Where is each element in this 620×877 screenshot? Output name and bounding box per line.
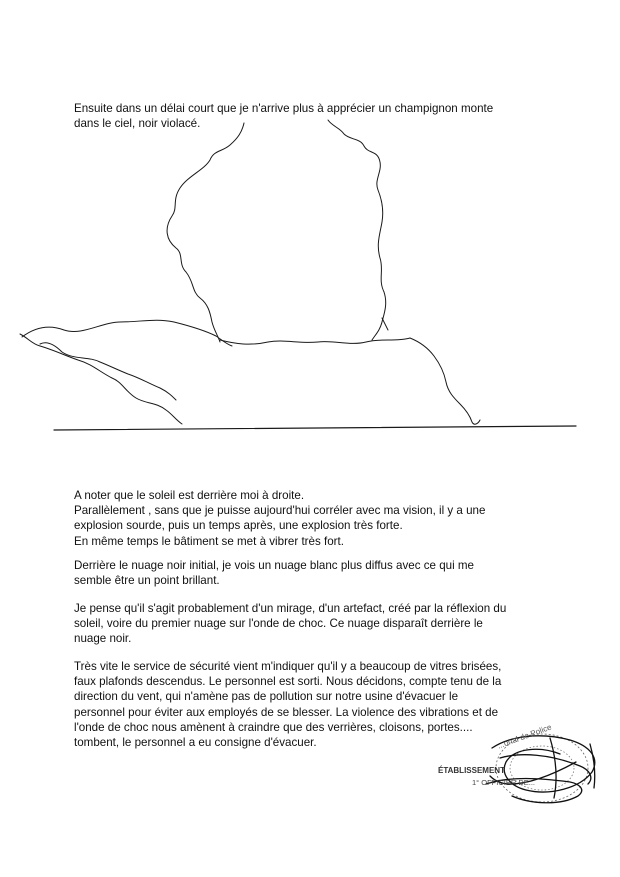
stamp-text-mid: ÉTABLISSEMENT [438, 766, 505, 775]
text-line: A noter que le soleil est derrière moi à droite. [74, 489, 305, 502]
text-line: Parallèlement , sans que je puisse aujourd'hui corréler avec ma vision, il y a une [74, 504, 486, 518]
paragraph-white-cloud [74, 558, 544, 588]
text-line: faux plafonds descendus. Le personnel est sorti. Nous décidons, compte tenu de la [74, 675, 502, 689]
cloud-right-tick [382, 318, 388, 330]
text-line: soleil, voire du premier nuage sur l'onde de choc. Ce nuage disparaît derrière le [74, 617, 483, 631]
text-line: tombent, le personnel a eu consigne d'évacuer. [74, 736, 317, 750]
text-line: direction du vent, qui n'amène pas de pollution sur notre usine d'évacuer le [74, 690, 459, 704]
cloud-left-outline [167, 123, 244, 342]
text-line: nuage noir. [74, 632, 132, 646]
text-line: l'onde de choc nous amènent à craindre que des verrières, cloisons, portes.... [74, 720, 473, 734]
cloud-right-outline [328, 120, 386, 340]
stamp-text-low: 1° OFFICIER DE... [472, 778, 536, 787]
cloud-base-outline [220, 338, 410, 344]
right-cloud-outline [410, 338, 480, 424]
text-line: explosion sourde, puis un temps après, une explosion très forte. [74, 519, 403, 533]
paragraph-mirage [74, 601, 544, 647]
text-line: Derrière le nuage noir initial, je vois un nuage blanc plus diffus avec ce qui me [74, 559, 475, 572]
horizon-line [54, 426, 576, 430]
ground-cloud-middle [40, 343, 176, 400]
text-line: Très vite le service de sécurité vient m'indiquer qu'il y a beaucoup de vitres brisées, [74, 660, 502, 673]
text-line: dans le ciel, noir violacé. [74, 117, 201, 131]
text-line: semble être un point brillant. [74, 574, 220, 588]
text-line: Ensuite dans un délai court que je n'arrive plus à apprécier un champignon monte [74, 102, 494, 115]
paragraph-sun-explosion [74, 488, 544, 549]
text-line: En même temps le bâtiment se met à vibrer très fort. [74, 534, 344, 548]
text-line: Je pense qu'il s'agit probablement d'un mirage, d'un artefact, créé par la réflexion du [74, 602, 507, 615]
ground-cloud-lower [20, 334, 182, 424]
text-line: personnel pour éviter aux employés de se blesser. La violence des vibrations et de [74, 705, 499, 719]
stamp-text-top: ...onal de Police [496, 722, 553, 751]
ground-cloud-upper [22, 320, 232, 346]
official-stamp [430, 718, 610, 828]
